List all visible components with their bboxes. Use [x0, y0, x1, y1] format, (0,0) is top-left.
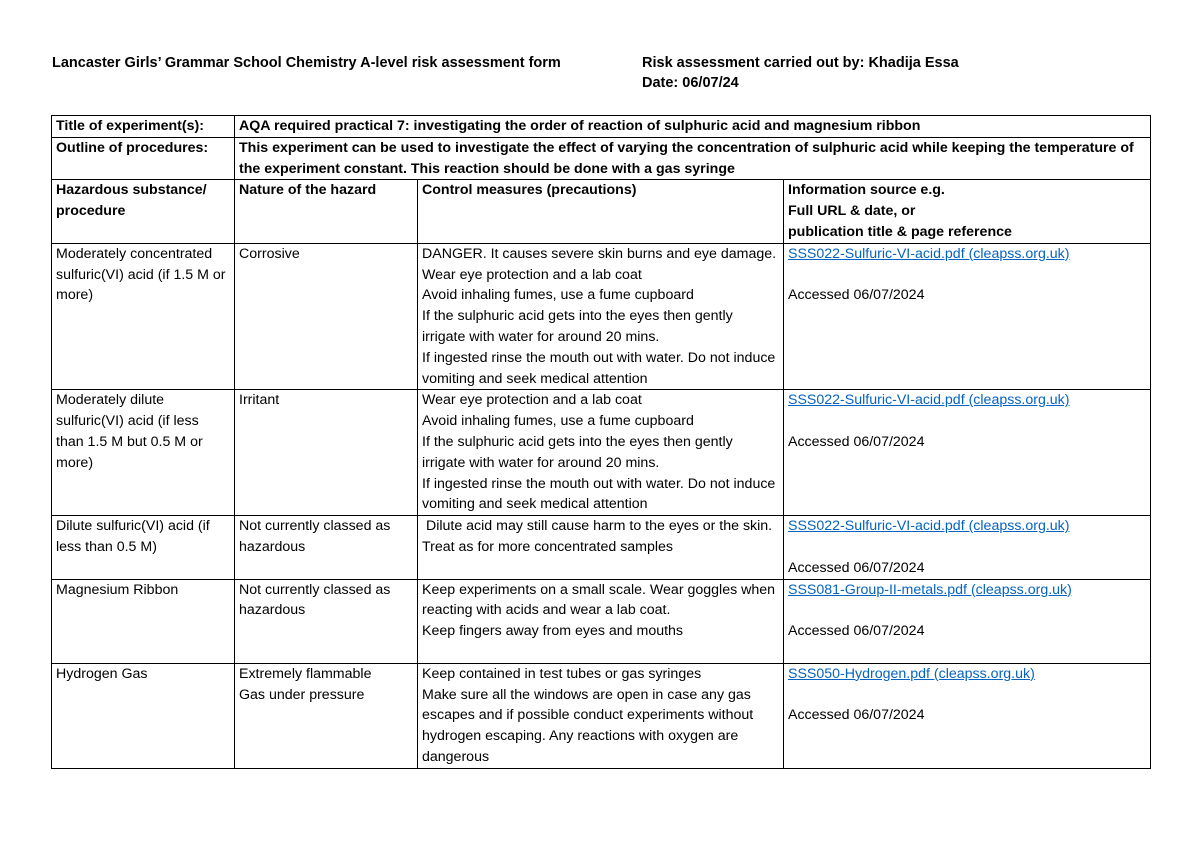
- substance-cell: Moderately dilute sulfuric(VI) acid (if less than 1.5 M but 0.5 M or more): [52, 390, 235, 516]
- control-cell: [418, 243, 784, 390]
- source-cell: [784, 579, 1151, 663]
- control-line: If ingested rinse the mouth out with water. Do not induce vomiting and seek medical attention: [422, 349, 776, 387]
- substance-cell: Moderately concentrated sulfuric(VI) acid (if 1.5 M or more): [52, 243, 235, 390]
- control-line: Dilute acid may still cause harm to the eyes or the skin. Treat as for more concentrated samples: [422, 518, 776, 555]
- nature-cell: Irritant: [235, 390, 418, 516]
- nature-cell: Not currently classed as hazardous: [235, 579, 418, 663]
- control-line: Wear eye protection and a lab coat: [422, 392, 642, 409]
- control-line: DANGER. It causes severe skin burns and eye damage.: [422, 245, 777, 262]
- control-cell: [418, 579, 784, 663]
- column-header-row: [52, 180, 1151, 243]
- col-header-source-line: Information source e.g.: [788, 182, 945, 199]
- source-link[interactable]: SSS022-Sulfuric-VI-acid.pdf (cleapss.org.uk): [788, 518, 1070, 535]
- control-line: Avoid inhaling fumes, use a fume cupboard: [422, 413, 694, 430]
- nature-cell: Corrosive: [235, 243, 418, 390]
- table-row: [52, 516, 1151, 579]
- control-line: Make sure all the windows are open in case any gas escapes and if possible conduct experiments without hydrogen escaping. Any reactions with oxygen are dangerous: [422, 686, 754, 765]
- nature-cell: Not currently classed as hazardous: [235, 516, 418, 579]
- title-value: AQA required practical 7: investigating the order of reaction of sulphuric acid and magnesium ribbon: [235, 116, 1151, 138]
- control-line: If ingested rinse the mouth out with water. Do not induce vomiting and seek medical attention: [422, 475, 776, 513]
- col-header-source-line: Full URL & date, or: [788, 203, 916, 220]
- accessed-date: Accessed 06/07/2024: [788, 623, 925, 640]
- outline-value: This experiment can be used to investigate the effect of varying the concentration of sulphuric acid while keeping the temperature of the experiment constant. This reaction should be done with a gas syringe: [235, 137, 1151, 180]
- form-title: Lancaster Girls’ Grammar School Chemistry A-level risk assessment form: [52, 55, 561, 71]
- assessment-meta: [642, 53, 959, 93]
- control-line: If the sulphuric acid gets into the eyes then gently irrigate with water for around 20 mins.: [422, 308, 733, 345]
- source-cell: [784, 390, 1151, 516]
- table-row: [52, 390, 1151, 516]
- experiment-title-row: [52, 116, 1151, 138]
- control-line: If the sulphuric acid gets into the eyes then gently irrigate with water for around 20 mins.: [422, 433, 733, 471]
- outline-label: Outline of procedures:: [52, 137, 235, 180]
- accessed-date: Accessed 06/07/2024: [788, 287, 925, 304]
- substance-cell: Dilute sulfuric(VI) acid (if less than 0.5 M): [52, 516, 235, 579]
- accessed-date: Accessed 06/07/2024: [788, 707, 925, 724]
- col-header-substance: Hazardous substance/ procedure: [52, 180, 235, 243]
- control-line: Wear eye protection and a lab coat: [422, 266, 642, 283]
- source-link[interactable]: SSS081-Group-II-metals.pdf (cleapss.org.uk): [788, 581, 1072, 598]
- col-header-control: Control measures (precautions): [418, 180, 784, 243]
- outline-row: [52, 137, 1151, 180]
- substance-cell: Magnesium Ribbon: [52, 579, 235, 663]
- table-row: [52, 243, 1151, 390]
- col-header-source: [784, 180, 1151, 243]
- substance-cell: Hydrogen Gas: [52, 663, 235, 768]
- table-row: [52, 663, 1151, 768]
- source-cell: [784, 516, 1151, 579]
- nature-line: Extremely flammable: [239, 665, 372, 682]
- title-label: Title of experiment(s):: [52, 116, 235, 138]
- control-line: Avoid inhaling fumes, use a fume cupboard: [422, 287, 694, 304]
- accessed-date: Accessed 06/07/2024: [788, 433, 925, 450]
- assessor-name: Risk assessment carried out by: Khadija Essa: [642, 55, 959, 71]
- control-line: Keep fingers away from eyes and mouths: [422, 623, 684, 640]
- source-link[interactable]: SSS050-Hydrogen.pdf (cleapss.org.uk): [788, 665, 1035, 682]
- risk-assessment-table: [51, 115, 1151, 769]
- accessed-date: Accessed 06/07/2024: [788, 559, 925, 576]
- assessment-date: Date: 06/07/24: [642, 75, 739, 91]
- source-cell: [784, 663, 1151, 768]
- control-cell: [418, 663, 784, 768]
- source-cell: [784, 243, 1151, 390]
- col-header-nature: Nature of the hazard: [235, 180, 418, 243]
- source-link[interactable]: SSS022-Sulfuric-VI-acid.pdf (cleapss.org.uk): [788, 245, 1070, 262]
- control-line: Keep contained in test tubes or gas syringes: [422, 665, 702, 682]
- source-link[interactable]: SSS022-Sulfuric-VI-acid.pdf (cleapss.org.uk): [788, 392, 1070, 409]
- table-row: [52, 579, 1151, 663]
- control-line: Keep experiments on a small scale. Wear goggles when reacting with acids and wear a lab coat.: [422, 581, 776, 619]
- col-header-source-line: publication title & page reference: [788, 223, 1012, 240]
- control-cell: [418, 516, 784, 579]
- control-cell: [418, 390, 784, 516]
- nature-cell: [235, 663, 418, 768]
- nature-line: Gas under pressure: [239, 686, 365, 703]
